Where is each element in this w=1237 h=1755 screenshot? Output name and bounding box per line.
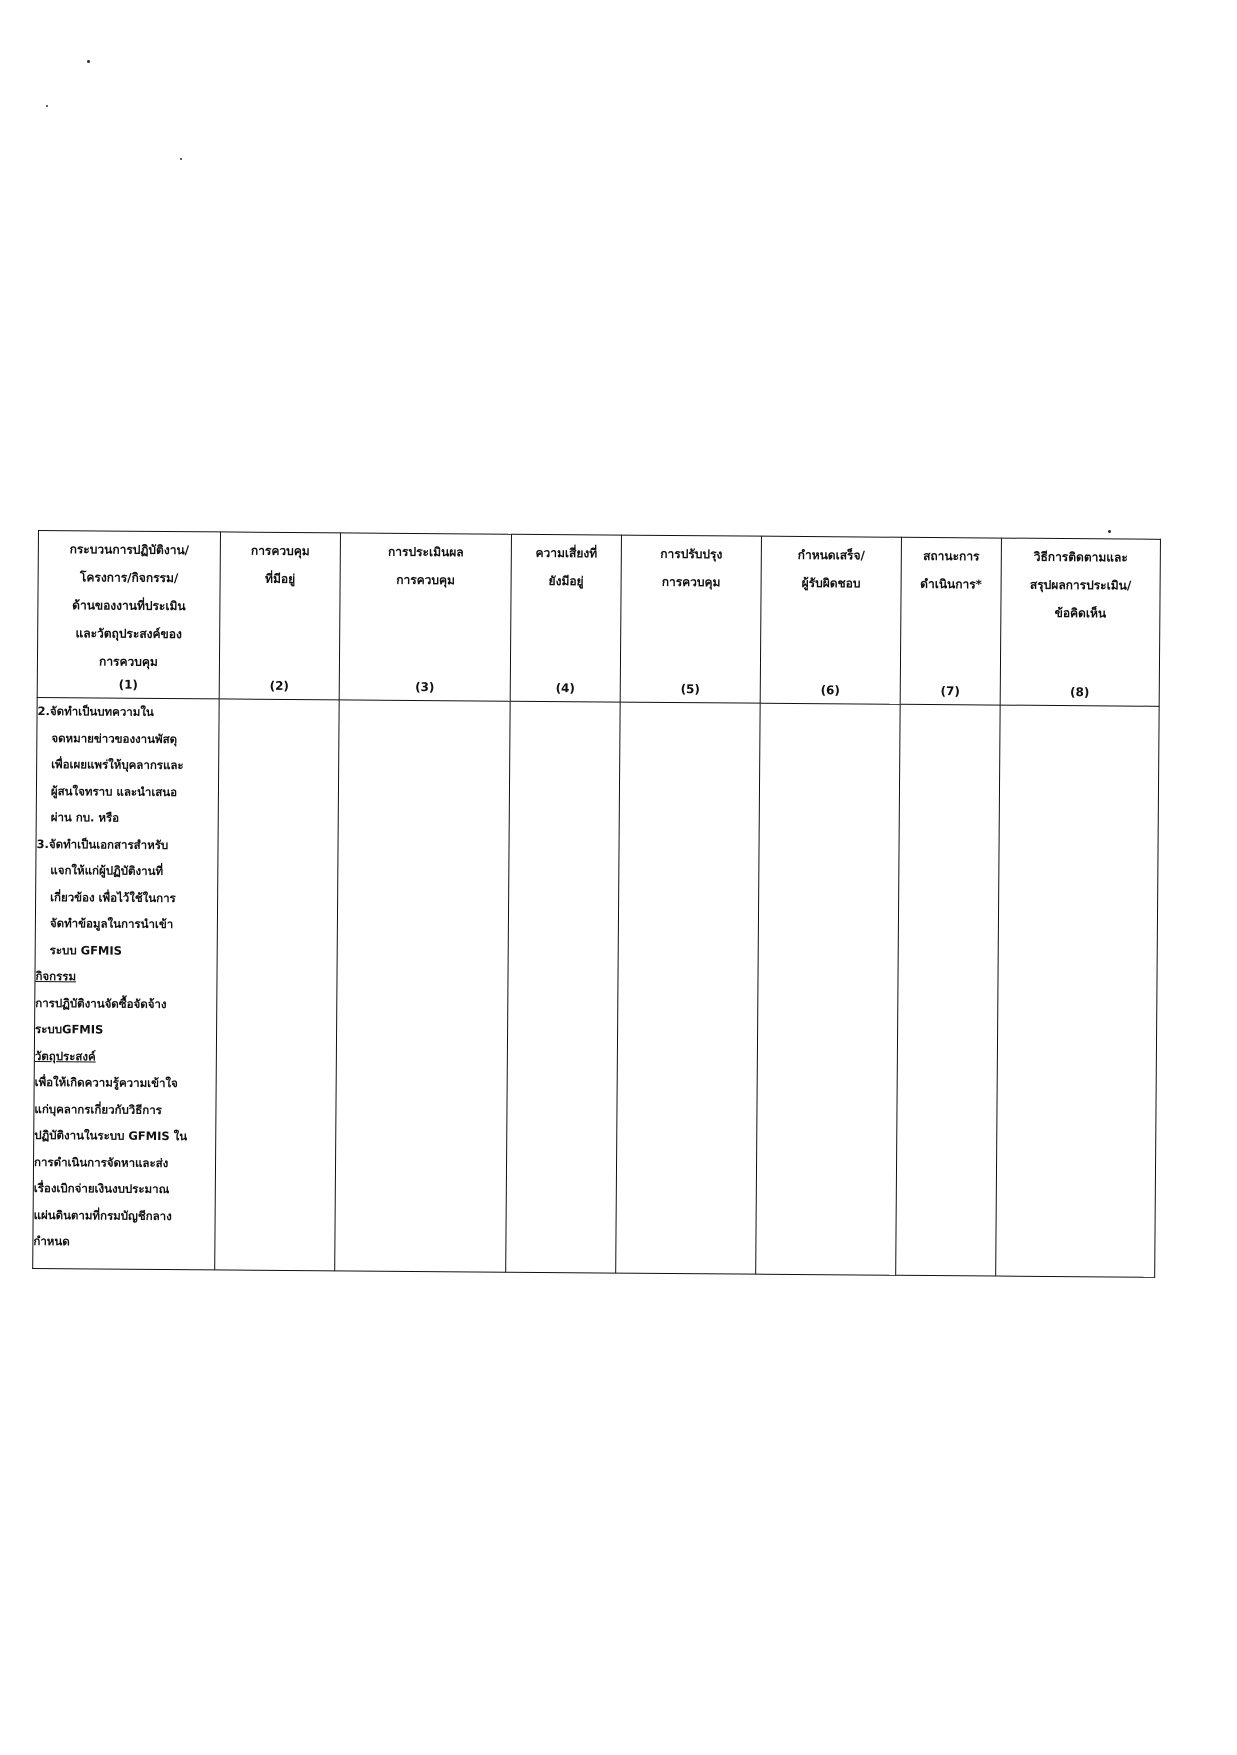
empty-cell — [896, 704, 1000, 1276]
header-col-8: วิธีการติดตามและ สรุปผลการประเมิน/ ข้อคิดเห็น (8) — [1000, 538, 1160, 706]
col-number: (5) — [680, 682, 700, 697]
col-number: (7) — [940, 684, 960, 699]
header-col-6: กำหนดเสร็จ/ ผู้รับผิดชอบ (6) — [760, 536, 901, 704]
scan-speck — [180, 158, 182, 160]
section-heading-activity: กิจกรรม — [35, 968, 77, 984]
col-number: (4) — [555, 681, 575, 696]
text-line: เรื่องเบิกจ่ายเงินงบประมาณ — [33, 1180, 170, 1197]
text-line: จัดทำข้อมูลในการนำเข้า — [49, 916, 174, 932]
text-line: ระบบGFMIS — [35, 1021, 104, 1037]
header-col-2: การควบคุม ที่มีอยู่ (2) — [219, 532, 340, 700]
col-number: (3) — [415, 679, 435, 695]
text-line: การปฏิบัติงานจัดซื้อจัดจ้าง — [35, 995, 167, 1011]
header-col-1: กระบวนการปฏิบัติงาน/ โครงการ/กิจกรรม/ ด้านของงานที่ประเมิน และวัตถุประสงค์ของ การควบคุม (1) — [37, 531, 220, 699]
table-row — [33, 697, 1159, 1277]
col-number: (2) — [269, 678, 289, 693]
scan-speck — [46, 105, 48, 107]
text-line: แก่บุคลากรเกี่ยวกับวิธีการ — [34, 1101, 162, 1117]
text-line: กำหนด — [33, 1233, 70, 1249]
header-col-5: การปรับปรุง การควบคุม (5) — [620, 535, 761, 703]
col-number: (1) — [118, 677, 138, 692]
empty-cell — [506, 701, 620, 1273]
text-line: ระบบ GFMIS — [49, 942, 123, 958]
section-heading-objective: วัตถุประสงค์ — [34, 1048, 96, 1063]
control-assessment-table — [32, 530, 1161, 1278]
text-line: ปฏิบัติงานในระบบ GFMIS ใน — [34, 1127, 188, 1144]
text-line: ผ่าน กบ. หรือ — [50, 810, 120, 825]
text-line: ผู้สนใจทราบ และนำเสนอ — [50, 783, 178, 799]
header-col-3: การประเมินผล การควบคุม (3) — [339, 533, 511, 701]
header-row — [37, 531, 1160, 707]
empty-cell — [756, 703, 900, 1275]
text-line: แจกให้แก่ผู้ปฏิบัติงานที่ — [50, 863, 164, 878]
scan-speck — [1108, 530, 1111, 533]
text-line: การดำเนินการจัดหาและส่ง — [33, 1154, 169, 1170]
text-line: จดหมายข่าวของงานพัสดุ — [51, 730, 178, 746]
empty-cell — [616, 702, 760, 1274]
scan-speck — [87, 60, 90, 63]
header-col-4: ความเสี่ยงที่ ยังมีอยู่ (4) — [510, 534, 621, 702]
text-line: แผ่นดินตามที่กรมบัญชีกลาง — [33, 1207, 172, 1223]
empty-cell — [215, 699, 339, 1271]
process-description-cell — [33, 697, 219, 1269]
col-number: (6) — [820, 683, 840, 698]
text-line: เพื่อเผยแพร่ให้บุคลากรและ — [51, 757, 184, 773]
empty-cell — [996, 705, 1159, 1277]
text-line: 3.จัดทำเป็นเอกสารสำหรับ — [36, 836, 169, 852]
text-line: 2.จัดทำเป็นบทความใน — [37, 704, 154, 719]
col-number: (8) — [1070, 685, 1090, 700]
text-line: เกี่ยวข้อง เพื่อไว้ใช้ในการ — [50, 889, 176, 905]
text-line: เพื่อให้เกิดความรู้ความเข้าใจ — [34, 1074, 178, 1091]
header-col-7: สถานะการ ดำเนินการ* (7) — [900, 537, 1001, 705]
empty-cell — [335, 700, 510, 1272]
